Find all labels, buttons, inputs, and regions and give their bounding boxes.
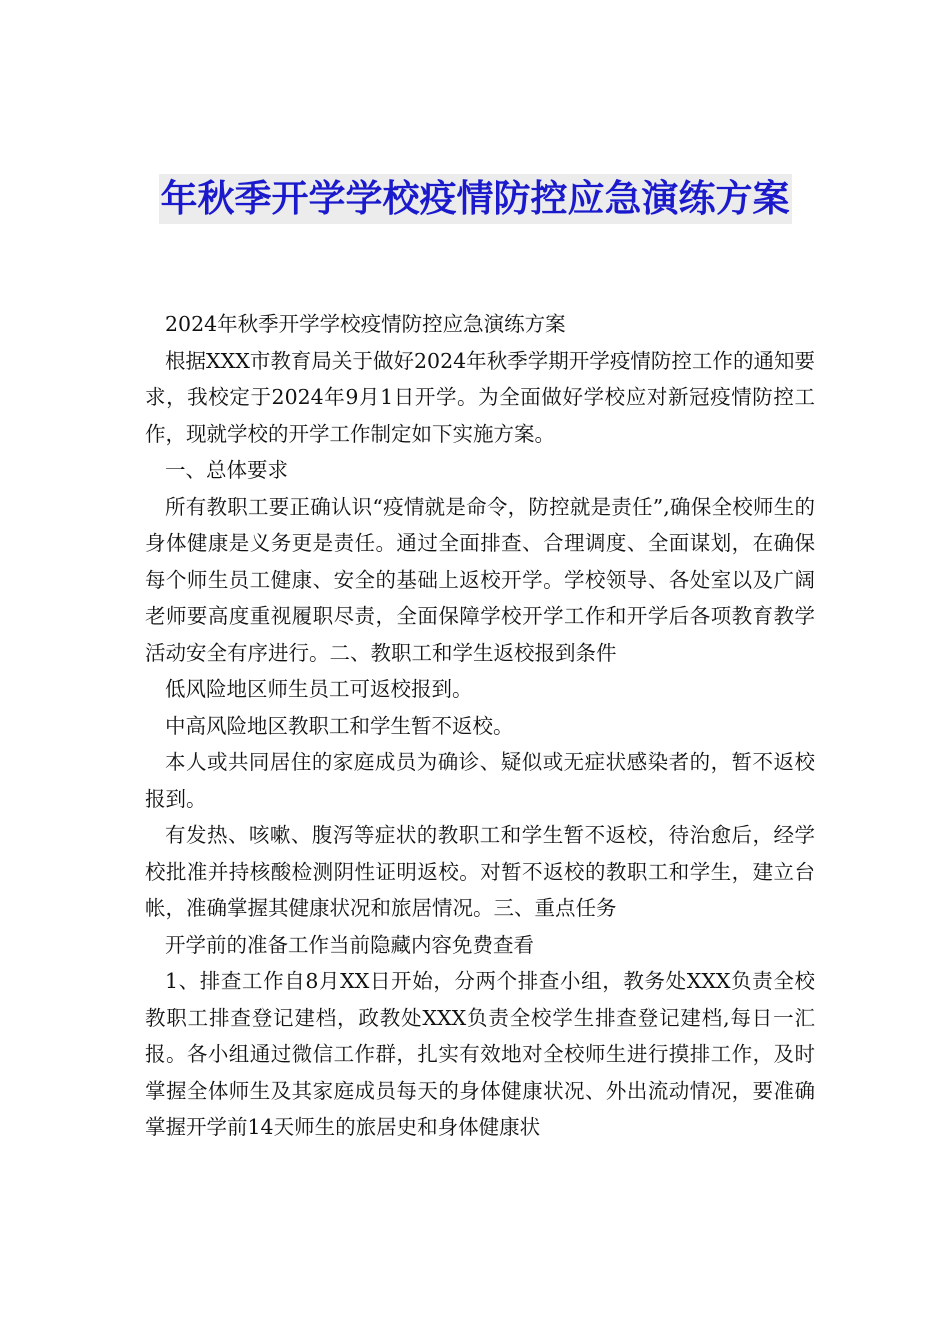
paragraph-screening: 1、排查工作自8月XX日开始，分两个排查小组，教务处XXX负责全校教职工排查登记建档，政教处XXX负责全校学生排查登记建档,每日一汇报。各小组通过微信工作群，扎实有效地对全校师生进行摸排工作，及时掌握全体师生及其家庭成员每天的身体健康状况、外出流动情况，要准确掌握开学前14天师生的旅居史和身体健康状 bbox=[145, 969, 815, 1139]
paragraph-general-requirements: 所有教职工要正确认识“疫情就是命令，防控就是责任”,确保全校师生的身体健康是义务更是责任。通过全面排查、合理调度、全面谋划，在确保每个师生员工健康、安全的基础上返校开学。学校领导、各处室以及广阔老师要高度重视履职尽责，全面保障学校开学工作和开学后各项教育教学活动安全有序进行。二、教职工和学生返校报到条件 bbox=[145, 494, 815, 665]
heading-general-requirements: 一、总体要求 bbox=[165, 458, 288, 482]
paragraph-subtitle: 2024年秋季开学学校疫情防控应急演练方案 bbox=[165, 312, 566, 336]
paragraph-symptoms: 有发热、咳嗽、腹泻等症状的教职工和学生暂不返校，待治愈后，经学校批准并持核酸检测阴性证明返校。对暂不返校的教职工和学生，建立台帐，准确掌握其健康状况和旅居情况。三、重点任务 bbox=[145, 823, 815, 920]
paragraph-preparation: 开学前的准备工作当前隐藏内容免费查看 bbox=[165, 932, 534, 957]
document-title: 年秋季开学学校疫情防控应急演练方案 bbox=[159, 174, 792, 224]
paragraph-low-risk: 低风险地区师生员工可返校报到。 bbox=[165, 677, 473, 701]
paragraph-high-risk: 中高风险地区教职工和学生暂不返校。 bbox=[165, 713, 514, 738]
document-body bbox=[145, 306, 815, 1146]
title-container bbox=[0, 174, 950, 224]
paragraph-intro: 根据XXX市教育局关于做好2024年秋季学期开学疫情防控工作的通知要求，我校定于2024年9月1日开学。为全面做好学校应对新冠疫情防控工作，现就学校的开学工作制定如下实施方案。 bbox=[145, 348, 815, 446]
paragraph-infected: 本人或共同居住的家庭成员为确诊、疑似或无症状感染者的，暂不返校报到。 bbox=[145, 750, 815, 811]
